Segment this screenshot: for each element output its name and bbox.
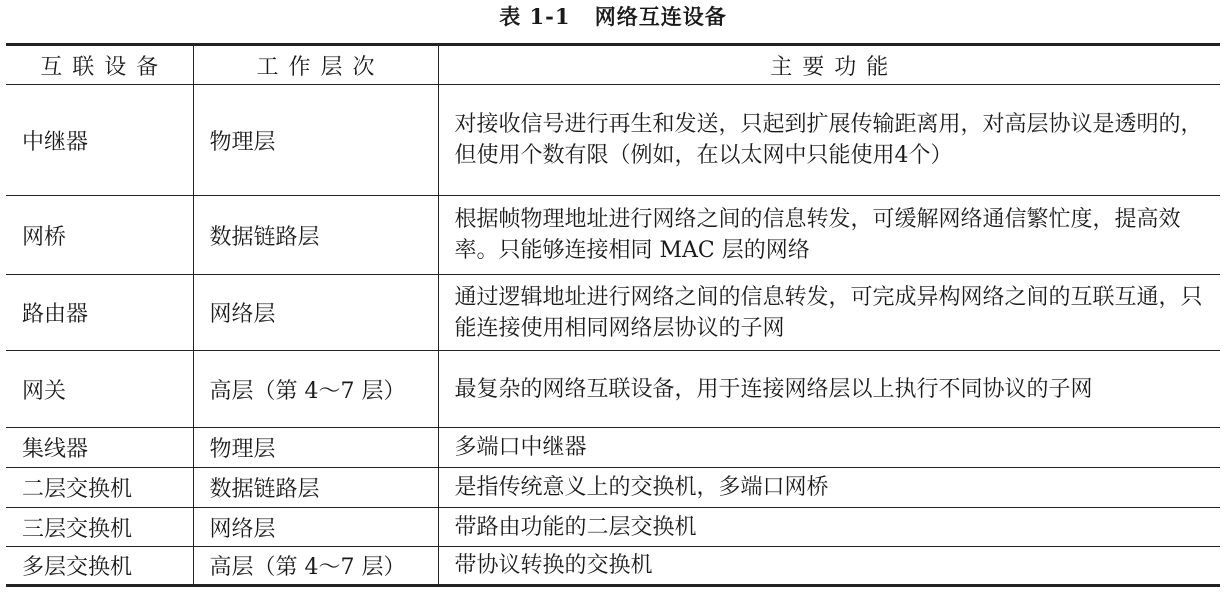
layer-cell: 数据链路层 [193, 468, 438, 508]
table-row [6, 351, 1220, 428]
table-header-row [6, 45, 1220, 85]
table-row [6, 275, 1220, 351]
function-cell: 是指传统意义上的交换机，多端口网桥 [438, 468, 1220, 508]
function-cell: 带路由功能的二层交换机 [438, 508, 1220, 547]
device-cell: 三层交换机 [6, 508, 193, 547]
function-cell: 通过逻辑地址进行网络之间的信息转发，可完成异构网络之间的互联互通，只能连接使用相同网络层协议的子网 [438, 275, 1220, 351]
layer-cell: 物理层 [193, 85, 438, 196]
table-row [6, 547, 1220, 586]
table-row [6, 196, 1220, 275]
column-header-layer: 工作层次 [193, 45, 438, 85]
function-cell: 对接收信号进行再生和发送，只起到扩展传输距离用，对高层协议是透明的，但使用个数有限（例如，在以太网中只能使用4个） [438, 85, 1220, 196]
table-row [6, 85, 1220, 196]
layer-cell: 高层（第 4～7 层） [193, 351, 438, 428]
device-cell: 网桥 [6, 196, 193, 275]
layer-cell: 数据链路层 [193, 196, 438, 275]
device-cell: 二层交换机 [6, 468, 193, 508]
table-row [6, 428, 1220, 468]
column-header-device: 互联设备 [6, 45, 193, 85]
layer-cell: 网络层 [193, 508, 438, 547]
function-cell: 最复杂的网络互联设备，用于连接网络层以上执行不同协议的子网 [438, 351, 1220, 428]
layer-cell: 高层（第 4～7 层） [193, 547, 438, 586]
device-cell: 中继器 [6, 85, 193, 196]
layer-cell: 网络层 [193, 275, 438, 351]
function-cell: 根据帧物理地址进行网络之间的信息转发，可缓解网络通信繁忙度，提高效率。只能够连接相同 MAC 层的网络 [438, 196, 1220, 275]
function-cell: 多端口中继器 [438, 428, 1220, 468]
layer-cell: 物理层 [193, 428, 438, 468]
table-caption [0, 4, 1226, 30]
network-devices-table [6, 43, 1220, 587]
device-cell: 网关 [6, 351, 193, 428]
table-number: 表 1-1 [499, 4, 571, 29]
function-cell: 带协议转换的交换机 [438, 547, 1220, 586]
table-row [6, 508, 1220, 547]
column-header-function: 主要功能 [438, 45, 1220, 85]
table-title: 网络互连设备 [594, 4, 727, 29]
device-cell: 集线器 [6, 428, 193, 468]
device-cell: 路由器 [6, 275, 193, 351]
device-cell: 多层交换机 [6, 547, 193, 586]
table-row [6, 468, 1220, 508]
